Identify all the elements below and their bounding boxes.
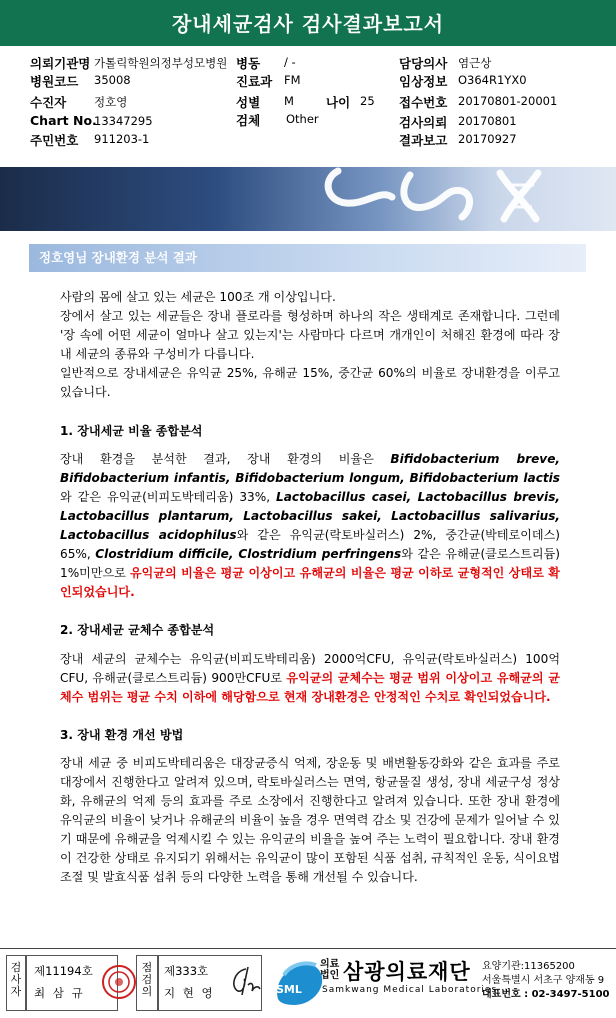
- org-english: Samkwang Medical Laboratories: [322, 985, 498, 995]
- report-body: [60, 288, 560, 888]
- contact-code: 요양기관:11365200: [482, 961, 575, 972]
- sex-label: 성별: [236, 95, 261, 110]
- hospital-code-value: 35008: [94, 73, 131, 87]
- report-date-label: 결과보고: [399, 133, 448, 148]
- doctor-label: 담당의사: [399, 56, 448, 71]
- ward-label: 병동: [236, 56, 261, 71]
- ward-value: / -: [284, 55, 296, 69]
- section3-text: 장내 세균 중 비피도박테리움은 대장균증식 억제, 장운동 및 배변활동강화와 같은 효과를 주로 대장에서 진행한다고 알려져 있으며, 락토바실러스는 면역, 항균물질 생성, 장내 세균구성 정상화, 유해균의 억제 등의 효과를 주로 소장에서 진행한다고 알려져 있습니다. 또한 장내 환경에 유익균의 비율이 낮거나 유해균의 비율이 높을 경우 면역력 감소 및 건강에 문제가 일어날 수 있기 때문에 유해균을 억제시킬 수 있는 유익균의 비율을 높여 주는 노력이 필요합니다. 장내 환경이 건강한 상태로 유지되기 위해서는 유익균이 많이 포함된 식품 섭취, 규칙적인 운동, 식이요법 조절 및 발효식품 섭취 등의 다양한 노력을 통해 개선될 수 있습니다.: [60, 755, 560, 885]
- tester-label: 검사자: [6, 955, 26, 1011]
- section2-highlight: 유익균의 균체수는 평균 범위 이상이고 유해균의 균체수 범위는 평균 수치 이하에 해당함으로 현재 장내환경은 안정적인 수치로 확인되었습니다.: [60, 670, 560, 704]
- contact-address: 서울특별시 서초구 양재동 9: [482, 975, 605, 986]
- institution-label: 의뢰기관명: [30, 56, 91, 71]
- sex-value: M: [284, 94, 294, 108]
- specimen-value: Other: [286, 112, 319, 126]
- section3-heading: 3. 장내 환경 개선 방법: [60, 727, 184, 742]
- chart-label: Chart No.: [30, 113, 97, 128]
- intro-line-2: 장에서 살고 있는 세균들은 장내 플로라를 형성하며 하나의 작은 생태계로 존재합니다. 그런데 '장 속에 어떤 세균이 얼마나 살고 있는지'는 사람마다 다르며 개개인이 처해진 환경에 따라 장내 세균의 종류와 구성비가 다릅니다.: [60, 309, 560, 362]
- age-value: 25: [360, 94, 375, 108]
- report-title: 장내세균검사 검사결과보고서: [0, 0, 616, 46]
- intro-line-3: 일반적으로 장내세균은 유익균 25%, 유해균 15%, 중간균 60%의 비율로 장내환경을 이루고 있습니다.: [60, 366, 560, 400]
- org-prefix: 의료법인: [320, 959, 340, 981]
- clinical-label: 임상정보: [399, 74, 448, 89]
- patient-label: 수진자: [30, 95, 67, 110]
- institution-value: 가톨릭학원의정부성모병원: [94, 56, 228, 70]
- receipt-no-value: 20170801-20001: [458, 94, 558, 108]
- section1-heading: 1. 장내세균 비율 종합분석: [60, 423, 203, 438]
- section1-text: 장내 환경을 분석한 결과, 장내 환경의 비율은 Bifidobacterium breve, Bifidobacterium infantis, Bifidobacterium longum, Bifidobacterium lactis와 같은 유익균(비피도박테리움) 33%, Lactobacillus casei, Lactobacillus brevis, Lactobacillus plantarum, Lactobacillus sakei, Lactobacillus salivarius, Lactobacillus acidophilus와 같은 유익균(락토바실러스) 2%, 중간균(박테로이데스) 65%, Clostridium difficile, Clostridium perfringens와 같은 유해균(클로스트리듐) 1%미만으로 유익균의 비율은 평균 이상이고 유해균의 비율은 평균 이하로 균형적인 상태로 확인되었습니다.: [60, 451, 560, 600]
- tester-name: 최 삼 규: [34, 986, 85, 1000]
- request-date-label: 검사의뢰: [399, 115, 448, 130]
- decorative-banner: [0, 167, 616, 231]
- checker-label: 점검의: [136, 955, 158, 1011]
- contact-phone: 대표번호 : 02-3497-5100: [482, 989, 610, 1000]
- hospital-code-label: 병원코드: [30, 74, 79, 89]
- resident-label: 주민번호: [30, 133, 79, 148]
- specimen-label: 검체: [236, 113, 261, 128]
- intro-line-1: 사람의 몸에 살고 있는 세균은 100조 개 이상입니다.: [60, 290, 336, 304]
- dept-label: 진료과: [236, 74, 273, 89]
- checker-number: 제333호: [164, 964, 209, 978]
- age-label: 나이: [326, 95, 351, 110]
- section2-text: 장내 세균의 균체수는 유익균(비피도박테리움) 2000억CFU, 유익균(락토바실러스) 100억CFU, 유해균(클로스트리듐) 900만CFU로 유익균의 균체수는 평균 범위 이상이고 유해균의 균체수 범위는 평균 수치 이하에 해당함으로 현재 장내환경은 안정적인 수치로 확인되었습니다.: [60, 651, 560, 704]
- intestine-dna-graphic: [0, 167, 616, 231]
- dept-value: FM: [284, 73, 301, 87]
- resident-value: 911203-1: [94, 132, 150, 146]
- clinical-value: O364R1YX0: [458, 73, 527, 87]
- tester-number: 제11194호: [34, 964, 93, 978]
- doctor-value: 염근상: [458, 56, 492, 70]
- checker-name: 지 현 영: [164, 986, 215, 1000]
- logo-text: SML: [276, 983, 302, 996]
- section-title: 정호영님 장내환경 분석 결과: [29, 244, 586, 272]
- org-name: 삼광의료재단: [343, 960, 471, 984]
- chart-value: 13347295: [94, 114, 153, 128]
- report-date-value: 20170927: [458, 132, 517, 146]
- section2-heading: 2. 장내세균 균체수 종합분석: [60, 623, 215, 638]
- section1-highlight: 유익균의 비율은 평균 이상이고 유해균의 비율은 평균 이하로 균형적인 상태로 확인되었습니다.: [60, 566, 560, 600]
- patient-value: 정호영: [94, 95, 128, 109]
- signature-icon: [222, 961, 262, 1001]
- request-date-value: 20170801: [458, 114, 517, 128]
- tester-seal-icon: [100, 963, 138, 1001]
- footer: [0, 948, 616, 1018]
- patient-info: [0, 50, 616, 160]
- receipt-no-label: 접수번호: [399, 95, 448, 110]
